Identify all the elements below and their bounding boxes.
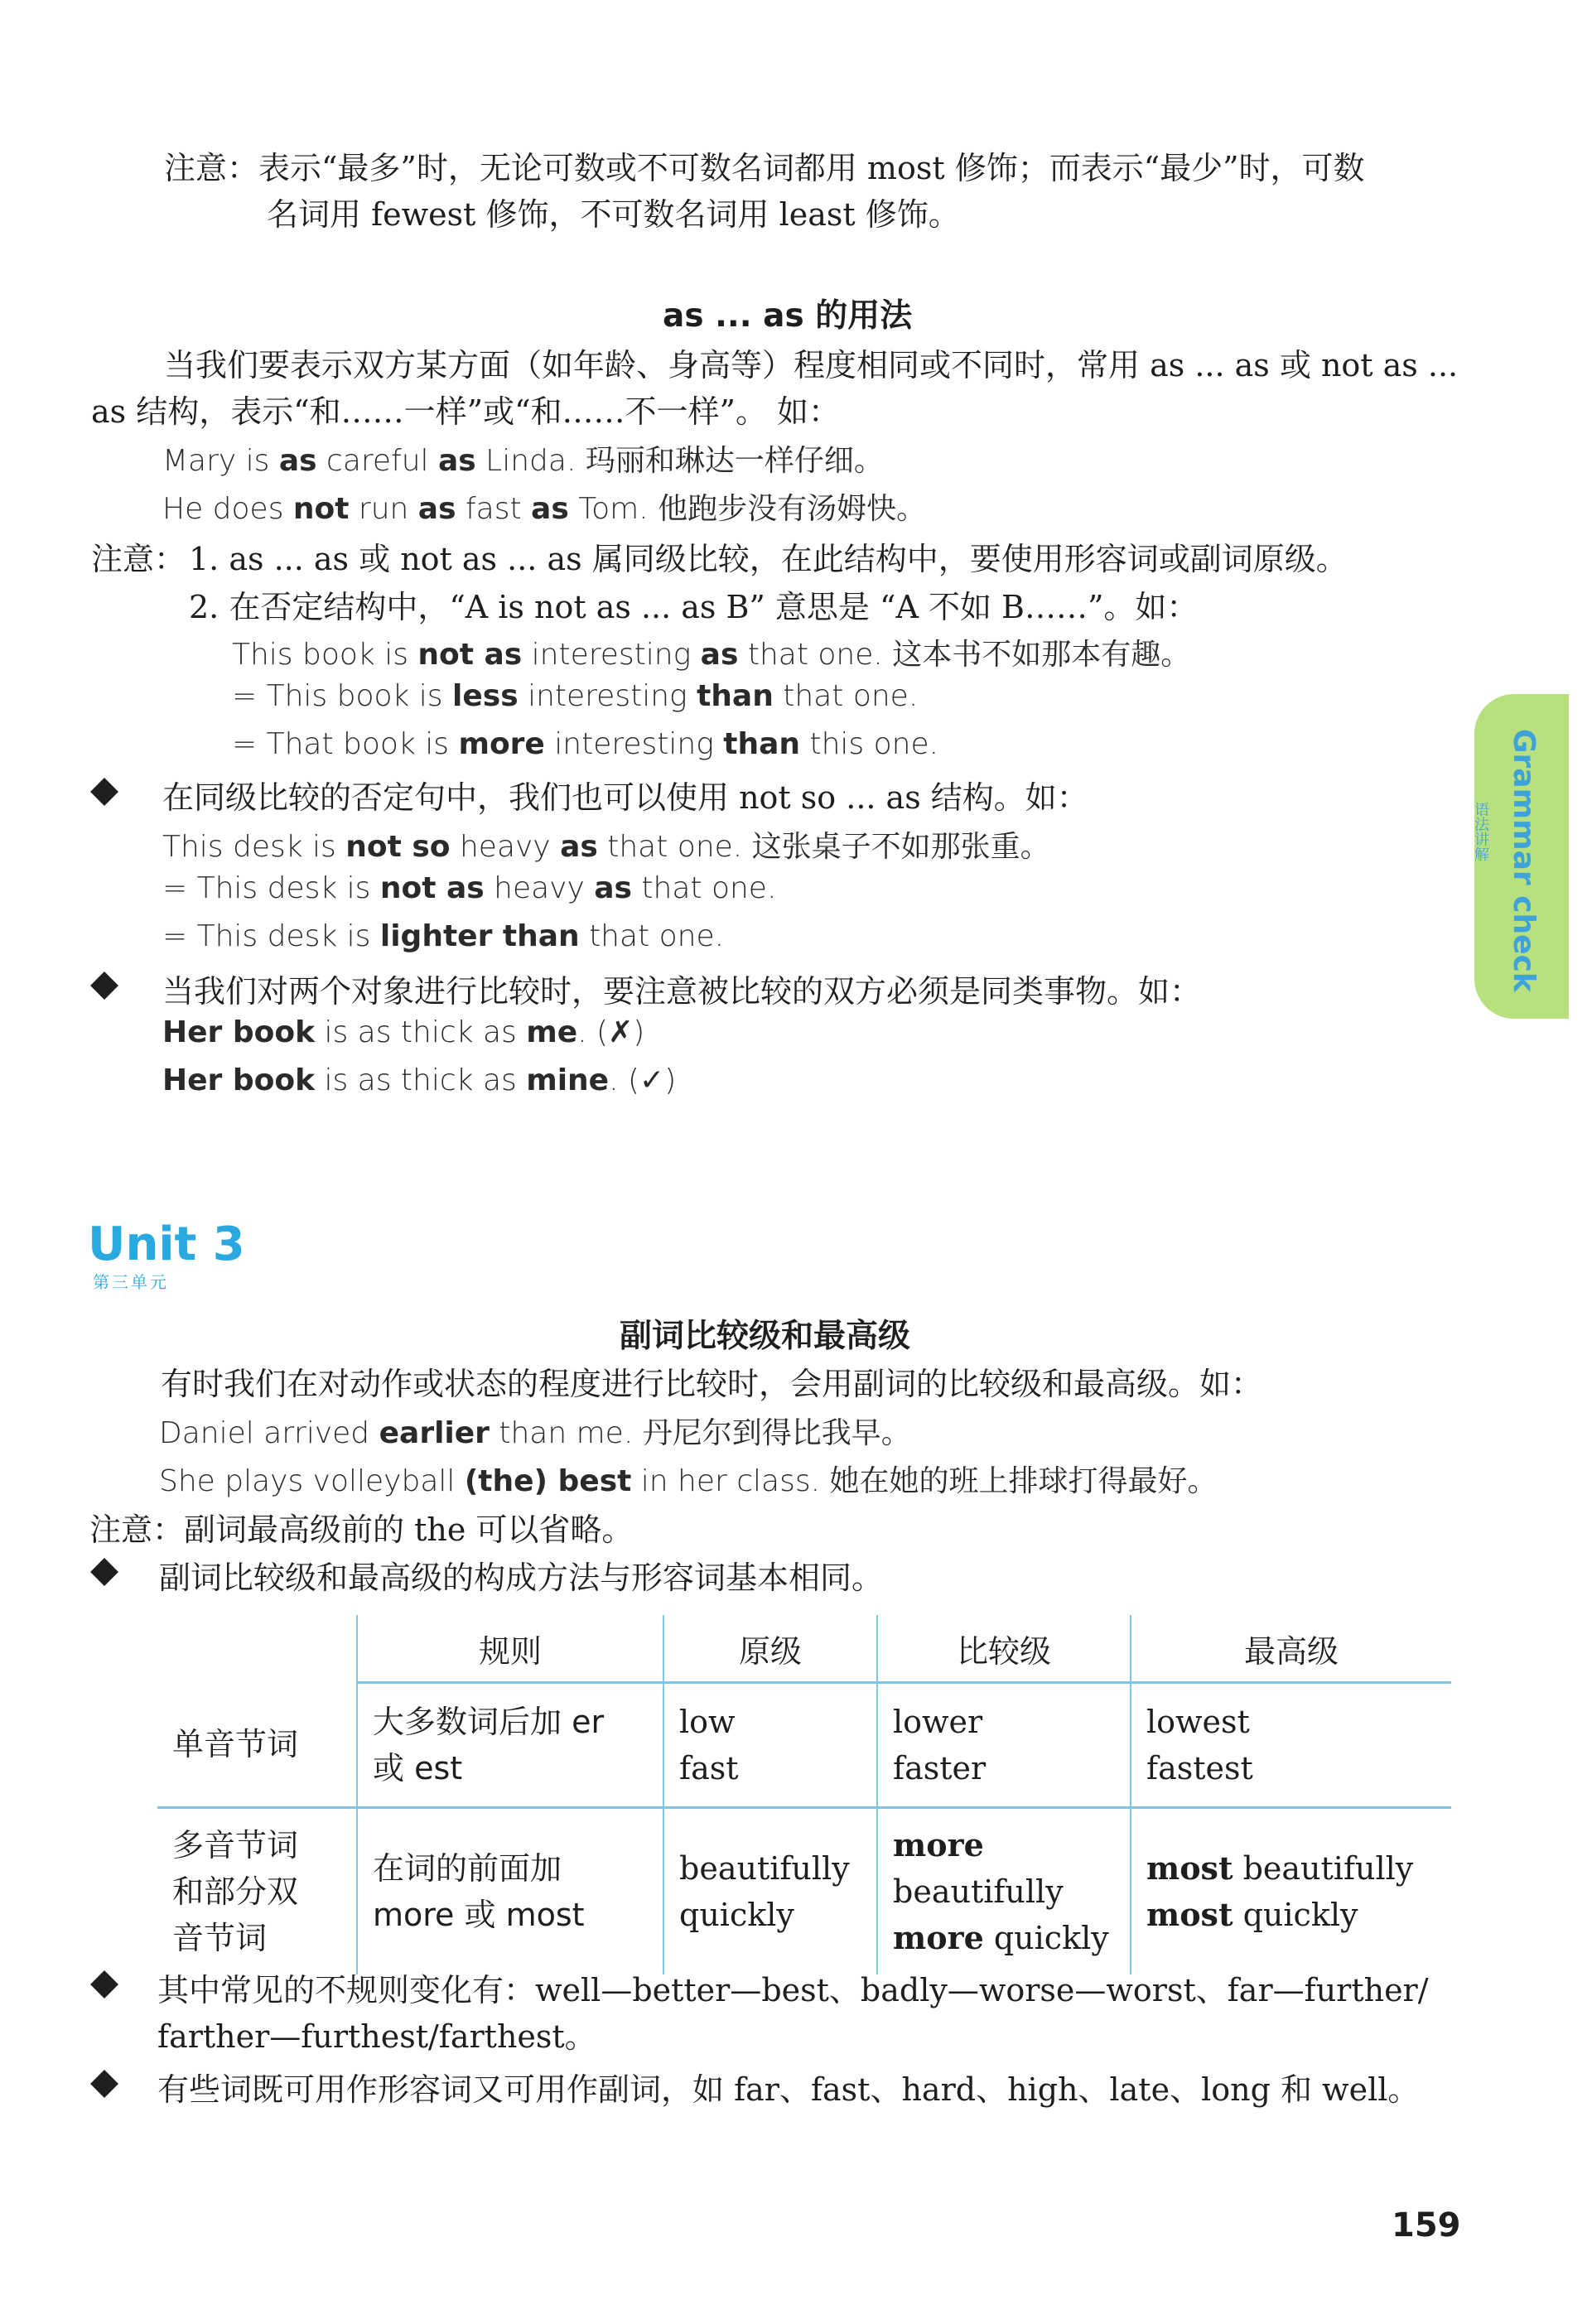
example-sentence: This book is not as interesting as that one. 这本书不如那本有趣。 <box>232 638 1191 672</box>
table-header-rule: 规则 <box>357 1615 663 1683</box>
example-sentence-wrong: Her book is as thick as me. (✗) <box>162 1015 645 1049</box>
bullet-diamond-icon <box>90 1558 118 1586</box>
cell-rule: 在词的前面加 more 或 most <box>357 1808 663 1975</box>
example-sentence-correct: Her book is as thick as mine. (✓) <box>162 1063 677 1097</box>
note-item-2: 2. 在否定结构中，“A is not as ... as B” 意思是 “A 不如 B……”。如： <box>189 589 1199 625</box>
example-sentence: = This desk is lighter than that one. <box>162 919 725 953</box>
grammar-check-cn-label: 语法讲解 <box>1472 802 1489 861</box>
grammar-check-label: Grammar check <box>1507 729 1541 992</box>
bullet-formation: 副词比较级和最高级的构成方法与形容词基本相同。 <box>159 1560 884 1596</box>
bullet-not-so-as: 在同级比较的否定句中，我们也可以使用 not so ... as 结构。如： <box>162 779 1088 816</box>
bullet-diamond-icon <box>90 778 118 806</box>
adverb-note: 注意：副词最高级前的 the 可以省略。 <box>89 1512 634 1548</box>
cell-base: low fast <box>663 1683 877 1808</box>
page-number: 159 <box>1392 2206 1461 2244</box>
example-sentence: Daniel arrived earlier than me. 丹尼尔到得比我早。 <box>159 1416 911 1450</box>
cell-comparative: more beautifully more quickly <box>877 1808 1131 1975</box>
section-title-as-as: as ... as 的用法 <box>663 297 913 335</box>
bullet-diamond-icon <box>90 972 118 1000</box>
cell-rule: 大多数词后加 er 或 est <box>357 1683 663 1808</box>
table-row <box>157 1683 1451 1808</box>
unit-subtitle: 第三单元 <box>93 1272 169 1292</box>
unit-title: Unit 3 <box>88 1217 245 1271</box>
table-header-comparative: 比较级 <box>877 1615 1131 1683</box>
table-header-base: 原级 <box>663 1615 877 1683</box>
bullet-diamond-icon <box>90 1970 118 1999</box>
section-title-adverb: 副词比较级和最高级 <box>620 1318 911 1355</box>
bullet-same-kind: 当我们对两个对象进行比较时，要注意被比较的双方必须是同类事物。如： <box>162 973 1202 1010</box>
adverb-intro: 有时我们在对动作或状态的程度进行比较时，会用副词的比较级和最高级。如： <box>161 1366 1263 1402</box>
cell-comparative: lower faster <box>877 1683 1131 1808</box>
table-header-superlative: 最高级 <box>1131 1615 1451 1683</box>
bullet-irregular-line1: 其中常见的不规则变化有：well—better—best、badly—worse—worst、far—further/ <box>157 1972 1429 2008</box>
table-row <box>157 1808 1451 1975</box>
note-item-1: 1. as ... as 或 not as ... as 属同级比较，在此结构中，要使用形容词或副词原级。 <box>189 541 1348 577</box>
example-sentence: She plays volleyball (the) best in her class. 她在她的班上排球打得最好。 <box>159 1464 1218 1498</box>
cell-base: beautifully quickly <box>663 1808 877 1975</box>
example-sentence: = That book is more interesting than this one. <box>232 727 939 761</box>
as-intro-line1: 当我们要表示双方某方面（如年龄、身高等）程度相同或不同时，常用 as ... as 或 not as ... <box>164 347 1459 383</box>
example-sentence: = This desk is not as heavy as that one. <box>162 871 777 905</box>
example-sentence: = This book is less interesting than that one. <box>232 679 919 713</box>
example-sentence: This desk is not so heavy as that one. 这张桌子不如那张重。 <box>162 830 1050 864</box>
note-most-line2: 名词用 fewest 修饰，不可数名词用 least 修饰。 <box>267 196 960 233</box>
table-header-empty <box>157 1615 357 1683</box>
example-sentence: Mary is as careful as Linda. 玛丽和琳达一样仔细。 <box>162 444 884 478</box>
bullet-diamond-icon <box>90 2070 118 2098</box>
adverb-comparison-table <box>157 1615 1451 1974</box>
cell-superlative: most beautifully most quickly <box>1131 1808 1451 1975</box>
note-most-line1: 注意：表示“最多”时，无论可数或不可数名词都用 most 修饰；而表示“最少”时，可数 <box>164 150 1365 186</box>
bullet-irregular-line2: farther—furthest/farthest。 <box>157 2018 596 2055</box>
row-label-monosyllabic: 单音节词 <box>157 1683 357 1808</box>
cell-superlative: lowest fastest <box>1131 1683 1451 1808</box>
note-label: 注意： <box>91 541 186 577</box>
example-sentence: He does not run as fast as Tom. 他跑步没有汤姆快。 <box>162 492 927 526</box>
as-intro-line2: as 结构，表示“和……一样”或“和……不一样”。 如： <box>91 393 841 430</box>
bullet-adj-adv: 有些词既可用作形容词又可用作副词，如 far、fast、hard、high、late、long 和 well。 <box>157 2071 1420 2108</box>
row-label-polysyllabic: 多音节词 和部分双 音节词 <box>172 1827 299 1956</box>
